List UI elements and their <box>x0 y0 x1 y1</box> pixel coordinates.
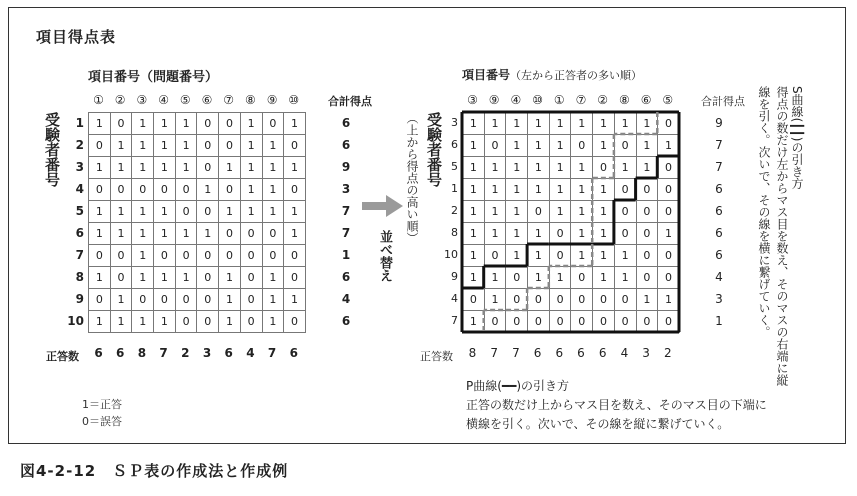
score-cell: 0 <box>506 289 528 311</box>
right-column-total: 6 <box>577 346 585 360</box>
score-cell: 1 <box>262 157 284 179</box>
left-column-header: ② <box>114 93 126 107</box>
score-cell: 0 <box>636 245 658 267</box>
score-cell: 0 <box>240 289 262 311</box>
left-row-label: 1 <box>75 116 84 130</box>
score-cell: 0 <box>154 289 176 311</box>
score-cell: 1 <box>571 223 593 245</box>
score-cell: 0 <box>571 311 593 333</box>
score-cell: 1 <box>593 113 615 135</box>
score-cell: 0 <box>175 311 197 333</box>
score-cell: 0 <box>484 245 506 267</box>
score-cell: 0 <box>463 289 485 311</box>
score-cell: 1 <box>284 157 306 179</box>
score-cell: 1 <box>284 113 306 135</box>
left-column-header: ⑩ <box>288 93 300 107</box>
score-cell: 1 <box>154 135 176 157</box>
score-cell: 0 <box>197 267 219 289</box>
score-cell: 0 <box>658 201 680 223</box>
p-curve-heading: P曲線(━━)の引き方 <box>466 379 570 393</box>
score-cell: 0 <box>593 289 615 311</box>
score-cell: 0 <box>175 179 197 201</box>
score-cell: 0 <box>636 201 658 223</box>
score-cell: 0 <box>284 311 306 333</box>
score-cell: 1 <box>262 289 284 311</box>
score-cell: 0 <box>219 245 241 267</box>
left-row-total: 3 <box>341 182 351 196</box>
s-curve-heading: S曲線(┃┃)の引き方 <box>790 86 804 190</box>
score-cell: 1 <box>549 201 571 223</box>
right-column-total: 7 <box>490 346 498 360</box>
score-cell: 0 <box>132 179 154 201</box>
score-cell: 1 <box>89 157 111 179</box>
right-row-total: 6 <box>715 226 723 240</box>
score-cell: 1 <box>240 113 262 135</box>
right-row-total: 6 <box>715 248 723 262</box>
left-row-total: 9 <box>341 160 351 174</box>
right-row-total: 4 <box>715 270 723 284</box>
score-cell: 1 <box>506 201 528 223</box>
left-row-axis-label: 受験者番号 <box>43 112 61 187</box>
score-cell: 0 <box>219 135 241 157</box>
right-column-total: 6 <box>533 346 542 360</box>
score-cell: 1 <box>463 245 485 267</box>
legend-wrong: 0＝誤答 <box>82 415 122 428</box>
right-row-total: 7 <box>715 138 723 152</box>
right-row-axis-note: （上から得点の高い順） <box>405 112 419 244</box>
left-items-header: 項目番号（問題番号） <box>88 70 219 85</box>
right-row-label: 5 <box>451 160 458 173</box>
score-cell: 0 <box>240 267 262 289</box>
score-cell: 0 <box>197 201 219 223</box>
score-cell: 1 <box>110 311 132 333</box>
score-cell: 0 <box>154 245 176 267</box>
score-cell: 1 <box>89 113 111 135</box>
right-total-label: 合計得点 <box>701 95 745 108</box>
score-cell: 0 <box>571 267 593 289</box>
score-cell: 0 <box>528 201 550 223</box>
score-cell: 0 <box>614 201 636 223</box>
score-cell: 1 <box>197 179 219 201</box>
score-cell: 1 <box>262 311 284 333</box>
score-cell: 1 <box>463 201 485 223</box>
score-cell: 1 <box>593 267 615 289</box>
left-column-total: 6 <box>94 346 103 360</box>
score-cell: 0 <box>571 289 593 311</box>
score-cell: 0 <box>636 179 658 201</box>
score-cell: 1 <box>636 113 658 135</box>
score-cell: 1 <box>132 223 154 245</box>
score-cell: 1 <box>506 245 528 267</box>
score-cell: 1 <box>593 245 615 267</box>
left-column-total: 2 <box>181 346 190 360</box>
right-row-label: 2 <box>451 204 458 217</box>
left-column-total: 4 <box>246 346 255 360</box>
right-row-label: 4 <box>451 292 458 305</box>
score-cell: 0 <box>262 223 284 245</box>
score-cell: 1 <box>549 157 571 179</box>
score-cell: 1 <box>132 311 154 333</box>
right-row-label: 6 <box>451 138 458 151</box>
score-cell: 1 <box>154 157 176 179</box>
left-row-total: 4 <box>341 292 351 306</box>
score-cell: 1 <box>132 113 154 135</box>
left-row-label: 10 <box>67 314 84 328</box>
score-cell: 1 <box>549 113 571 135</box>
score-cell: 1 <box>463 311 485 333</box>
score-cell: 0 <box>593 157 615 179</box>
score-cell: 0 <box>506 267 528 289</box>
score-cell: 1 <box>463 135 485 157</box>
score-cell: 1 <box>154 201 176 223</box>
score-cell: 1 <box>658 135 680 157</box>
left-column-header: ⑨ <box>266 93 278 107</box>
score-cell: 0 <box>89 179 111 201</box>
left-row-label: 6 <box>75 226 84 240</box>
score-cell: 1 <box>219 289 241 311</box>
score-cell: 0 <box>658 179 680 201</box>
score-cell: 0 <box>240 223 262 245</box>
score-cell: 1 <box>132 267 154 289</box>
score-cell: 1 <box>262 201 284 223</box>
right-column-header: ① <box>553 93 565 107</box>
right-row-total: 7 <box>715 160 723 174</box>
score-cell: 0 <box>240 245 262 267</box>
score-cell: 1 <box>614 113 636 135</box>
score-cell: 1 <box>484 157 506 179</box>
score-cell: 1 <box>219 201 241 223</box>
score-cell: 1 <box>528 245 550 267</box>
right-row-label: 1 <box>451 182 458 195</box>
score-cell: 1 <box>154 223 176 245</box>
score-cell: 1 <box>89 267 111 289</box>
score-cell: 0 <box>89 135 111 157</box>
right-row-total: 6 <box>715 204 723 218</box>
score-cell: 1 <box>262 179 284 201</box>
left-row-label: 2 <box>75 138 84 152</box>
score-cell: 0 <box>549 245 571 267</box>
score-cell: 0 <box>110 179 132 201</box>
left-column-header: ③ <box>136 93 148 107</box>
left-row-label: 8 <box>75 270 84 284</box>
score-cell: 0 <box>528 311 550 333</box>
score-cell: 1 <box>528 113 550 135</box>
left-row-total: 7 <box>341 226 351 240</box>
score-cell: 0 <box>284 179 306 201</box>
score-cell: 1 <box>549 179 571 201</box>
score-cell: 0 <box>154 179 176 201</box>
right-column-total: 6 <box>555 346 564 360</box>
left-row-total: 6 <box>341 138 351 152</box>
score-cell: 0 <box>549 311 571 333</box>
score-cell: 0 <box>240 311 262 333</box>
score-cell: 1 <box>219 311 241 333</box>
score-cell: 0 <box>658 267 680 289</box>
score-cell: 1 <box>506 157 528 179</box>
score-cell: 1 <box>528 223 550 245</box>
score-cell: 1 <box>175 113 197 135</box>
right-column-total: 8 <box>468 346 477 360</box>
left-column-total: 3 <box>202 346 212 360</box>
score-cell: 1 <box>571 245 593 267</box>
score-cell: 1 <box>89 311 111 333</box>
score-cell: 1 <box>89 201 111 223</box>
score-cell: 0 <box>571 135 593 157</box>
score-cell: 1 <box>484 289 506 311</box>
score-cell: 0 <box>614 289 636 311</box>
right-column-header: ⑥ <box>640 93 652 107</box>
score-cell: 1 <box>484 113 506 135</box>
legend-correct: 1＝正答 <box>82 398 122 411</box>
score-cell: 1 <box>154 267 176 289</box>
score-cell: 0 <box>284 267 306 289</box>
score-cell: 0 <box>636 311 658 333</box>
left-row-total: 7 <box>341 204 351 218</box>
left-row-total: 1 <box>341 248 351 262</box>
score-cell: 0 <box>506 311 528 333</box>
score-cell: 1 <box>154 311 176 333</box>
score-cell: 0 <box>197 157 219 179</box>
score-cell: 1 <box>549 135 571 157</box>
score-cell: 1 <box>110 157 132 179</box>
score-cell: 0 <box>197 289 219 311</box>
sort-label: 並べ替え <box>377 230 392 282</box>
score-cell: 0 <box>636 223 658 245</box>
score-cell: 0 <box>484 135 506 157</box>
score-cell: 1 <box>506 179 528 201</box>
score-cell: 0 <box>219 179 241 201</box>
score-cell: 1 <box>262 135 284 157</box>
right-column-header: ③ <box>467 93 478 107</box>
score-cell: 1 <box>110 289 132 311</box>
score-cell: 1 <box>506 135 528 157</box>
score-cell: 1 <box>110 135 132 157</box>
score-cell: 1 <box>463 179 485 201</box>
left-column-total: 8 <box>137 346 147 360</box>
score-cell: 1 <box>528 157 550 179</box>
score-cell: 0 <box>593 311 615 333</box>
score-cell: 1 <box>284 289 306 311</box>
score-cell: 0 <box>658 311 680 333</box>
score-cell: 1 <box>284 201 306 223</box>
figure-caption: 図4-2-12 ＳＰ表の作成法と作成例 <box>20 462 289 480</box>
score-cell: 0 <box>110 113 132 135</box>
left-column-total: 6 <box>289 346 298 360</box>
score-cell: 1 <box>614 245 636 267</box>
left-row-total: 6 <box>341 116 351 130</box>
right-column-total: 4 <box>620 346 629 360</box>
right-row-total: 6 <box>715 182 723 196</box>
left-correct-label: 正答数 <box>46 350 79 363</box>
score-cell: 1 <box>549 267 571 289</box>
score-cell: 0 <box>89 245 111 267</box>
score-cell: 1 <box>175 223 197 245</box>
score-cell: 1 <box>593 135 615 157</box>
left-row-total: 6 <box>341 270 351 284</box>
right-column-header: ⑧ <box>619 93 630 107</box>
left-row-label: 3 <box>75 160 84 174</box>
right-items-header-note: （左から正答者の多い順） <box>510 69 643 82</box>
score-cell: 0 <box>284 245 306 267</box>
score-cell: 1 <box>240 201 262 223</box>
right-row-total: 9 <box>715 116 723 130</box>
right-row-total: 1 <box>715 314 723 328</box>
score-cell: 0 <box>175 201 197 223</box>
score-cell: 1 <box>463 113 485 135</box>
score-cell: 1 <box>484 223 506 245</box>
right-column-header: ⑨ <box>488 93 500 107</box>
right-row-label: 3 <box>451 116 458 129</box>
right-row-label: 7 <box>451 314 458 327</box>
score-cell: 0 <box>614 179 636 201</box>
score-cell: 1 <box>571 201 593 223</box>
score-cell: 0 <box>89 289 111 311</box>
score-cell: 1 <box>571 179 593 201</box>
p-curve-description: 正答の数だけ上からマス目を数え、そのマス目の下端に横線を引く。次いで、その線を縦に繋げていく。 <box>466 398 767 431</box>
right-column-total: 3 <box>642 346 650 360</box>
left-column-header: ⑦ <box>223 93 235 107</box>
score-cell: 1 <box>571 113 593 135</box>
score-cell: 1 <box>614 157 636 179</box>
score-cell: 1 <box>614 267 636 289</box>
score-cell: 1 <box>636 135 658 157</box>
score-cell: 1 <box>463 267 485 289</box>
score-cell: 0 <box>614 311 636 333</box>
score-cell: 1 <box>484 267 506 289</box>
score-cell: 0 <box>262 245 284 267</box>
left-total-label: 合計得点 <box>328 95 372 108</box>
score-cell: 1 <box>593 201 615 223</box>
score-cell: 1 <box>240 135 262 157</box>
score-cell: 1 <box>132 157 154 179</box>
score-cell: 1 <box>528 135 550 157</box>
score-cell: 1 <box>284 223 306 245</box>
right-row-label: 9 <box>451 270 458 283</box>
left-column-header: ⑥ <box>201 93 213 107</box>
score-cell: 0 <box>658 245 680 267</box>
score-cell: 1 <box>154 113 176 135</box>
score-cell: 1 <box>132 201 154 223</box>
score-cell: 1 <box>175 135 197 157</box>
right-column-total: 2 <box>663 346 672 360</box>
score-cell: 0 <box>284 135 306 157</box>
score-cell: 1 <box>658 289 680 311</box>
left-column-header: ⑤ <box>179 93 191 107</box>
score-cell: 1 <box>132 135 154 157</box>
score-cell: 1 <box>219 157 241 179</box>
score-cell: 0 <box>132 289 154 311</box>
score-cell: 0 <box>549 223 571 245</box>
score-cell: 0 <box>658 157 680 179</box>
score-cell: 1 <box>506 113 528 135</box>
score-cell: 0 <box>658 113 680 135</box>
score-cell: 1 <box>528 179 550 201</box>
score-cell: 0 <box>175 245 197 267</box>
right-column-header: ② <box>597 93 609 107</box>
score-cell: 0 <box>528 289 550 311</box>
score-cell: 1 <box>484 179 506 201</box>
score-cell: 0 <box>110 245 132 267</box>
score-cell: 1 <box>593 223 615 245</box>
score-cell: 0 <box>197 135 219 157</box>
score-cell: 1 <box>175 157 197 179</box>
right-column-header: ⑤ <box>662 93 674 107</box>
right-items-header-main: 項目番号 <box>462 68 511 82</box>
score-cell: 0 <box>110 267 132 289</box>
left-column-header: ④ <box>158 93 169 107</box>
right-column-header: ⑦ <box>575 93 587 107</box>
score-cell: 1 <box>658 223 680 245</box>
score-cell: 1 <box>484 201 506 223</box>
score-cell: 1 <box>110 223 132 245</box>
left-row-label: 9 <box>75 292 84 306</box>
score-cell: 0 <box>197 311 219 333</box>
score-cell: 1 <box>463 223 485 245</box>
left-row-label: 7 <box>75 248 84 262</box>
score-cell: 1 <box>240 179 262 201</box>
s-curve-description: 得点の数だけ左からマス目を数え、そのマスの右端に縦線を引く。次いで、その線を横に繋げていく。 <box>757 86 789 386</box>
score-cell: 1 <box>593 179 615 201</box>
right-row-label: 8 <box>451 226 458 239</box>
score-cell: 1 <box>262 267 284 289</box>
right-column-header: ⑩ <box>532 93 543 107</box>
score-cell: 1 <box>636 157 658 179</box>
left-column-total: 6 <box>116 346 125 360</box>
left-row-label: 5 <box>75 204 84 218</box>
score-cell: 0 <box>262 113 284 135</box>
score-cell: 1 <box>571 157 593 179</box>
score-cell: 1 <box>636 289 658 311</box>
score-cell: 1 <box>89 223 111 245</box>
score-cell: 0 <box>219 223 241 245</box>
score-cell: 0 <box>219 113 241 135</box>
right-correct-label: 正答数 <box>420 350 453 363</box>
right-row-axis-label: 受験者番号 <box>425 112 443 187</box>
score-cell: 0 <box>484 311 506 333</box>
left-column-header: ⑧ <box>245 93 256 107</box>
left-column-total: 7 <box>159 346 168 360</box>
score-cell: 0 <box>197 245 219 267</box>
left-row-label: 4 <box>75 182 84 196</box>
score-cell: 0 <box>175 289 197 311</box>
score-cell: 1 <box>175 267 197 289</box>
score-cell: 0 <box>636 267 658 289</box>
left-column-header: ① <box>93 93 104 107</box>
left-column-total: 7 <box>267 346 277 360</box>
score-cell: 1 <box>110 201 132 223</box>
score-cell: 1 <box>240 157 262 179</box>
left-column-total: 6 <box>224 346 233 360</box>
score-cell: 1 <box>463 157 485 179</box>
right-column-total: 6 <box>598 346 607 360</box>
score-cell: 0 <box>549 289 571 311</box>
score-cell: 1 <box>132 245 154 267</box>
score-cell: 0 <box>614 223 636 245</box>
right-column-header: ④ <box>510 93 522 107</box>
score-cell: 1 <box>197 223 219 245</box>
right-row-label: 10 <box>444 248 458 261</box>
right-row-total: 3 <box>715 292 723 306</box>
score-cell: 1 <box>528 267 550 289</box>
left-row-total: 6 <box>341 314 351 328</box>
score-cell: 0 <box>614 135 636 157</box>
score-cell: 1 <box>506 223 528 245</box>
score-cell: 0 <box>197 113 219 135</box>
page-title: 項目得点表 <box>36 28 117 46</box>
right-column-total: 7 <box>512 346 520 360</box>
score-cell: 1 <box>219 267 241 289</box>
